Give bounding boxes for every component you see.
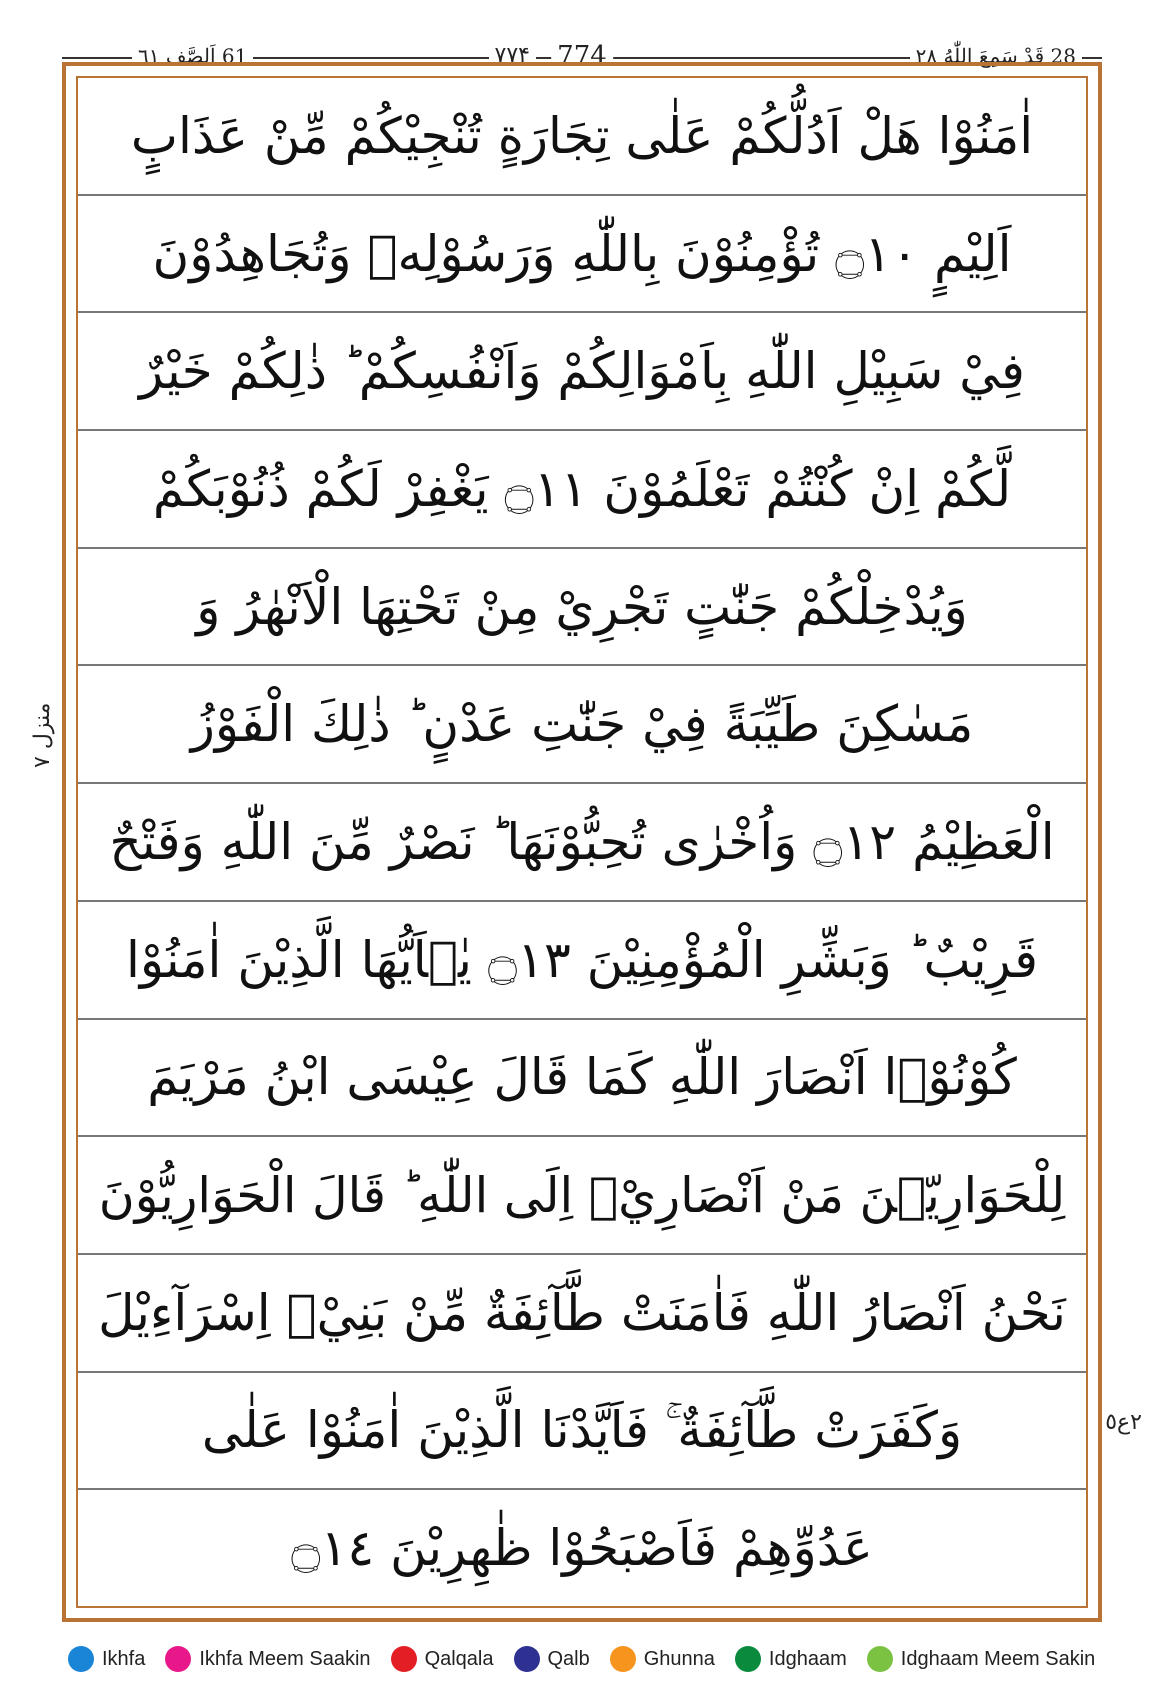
legend-item-ikhfa <box>68 1646 145 1672</box>
qalb-color-dot <box>514 1646 540 1672</box>
verse-text: اَلِيْمٍ ۝١٠ تُؤْمِنُوْنَ بِاللّٰهِ وَرَسُوْلِهٖ وَتُجَاهِدُوْنَ <box>152 224 1012 283</box>
verse-text: الْعَظِيْمُ ۝١٢ وَاُخْرٰى تُحِبُّوْنَهَا ؕ نَصْرٌ مِّنَ اللّٰهِ وَفَتْحٌ <box>109 812 1055 871</box>
ikhfa-color-dot <box>68 1646 94 1672</box>
verse-text: قَرِيْبٌ ؕ وَبَشِّرِ الْمُؤْمِنِيْنَ ۝١٣ يٰۤاَيُّهَا الَّذِيْنَ اٰمَنُوْا <box>125 930 1039 989</box>
legend-item-ghunna <box>610 1646 715 1672</box>
verse-line <box>78 1373 1086 1491</box>
verse-line <box>78 313 1086 431</box>
verse-line <box>78 1020 1086 1138</box>
verse-text: كُوْنُوْۤا اَنْصَارَ اللّٰهِ كَمَا قَالَ عِيْسَى ابْنُ مَرْيَمَ <box>147 1048 1017 1107</box>
legend-label: Qalqala <box>424 1647 494 1670</box>
verse-line <box>78 78 1086 196</box>
ruku-marker: ٢ع٥ <box>1105 1410 1142 1435</box>
manzil-label: منزل ٧ <box>30 702 55 768</box>
verse-line <box>78 1490 1086 1606</box>
legend-label: Ikhfa Meem Saakin <box>199 1647 371 1670</box>
legend-label: Idghaam Meem Sakin <box>900 1647 1096 1670</box>
verse-text: اٰمَنُوْا هَلْ اَدُلُّكُمْ عَلٰى تِجَارَةٍ تُنْجِيْكُمْ مِّنْ عَذَابٍ <box>130 106 1034 165</box>
tajweed-legend <box>68 1642 1118 1676</box>
qalqala-color-dot <box>391 1646 417 1672</box>
verse-line <box>78 1137 1086 1255</box>
verse-text: وَكَفَرَتْ طَّآئِفَةٌ ۚ فَاَيَّدْنَا الَّذِيْنَ اٰمَنُوْا عَلٰى <box>201 1400 963 1459</box>
page-number-urdu: ٧٧۴ <box>489 38 536 74</box>
legend-label: Ikhfa <box>102 1647 146 1670</box>
legend-label: Idghaam <box>768 1647 847 1670</box>
verse-text: مَسٰكِنَ طَيِّبَةً فِيْ جَنّٰتِ عَدْنٍ ؕ ذٰلِكَ الْفَوْزُ <box>190 695 974 754</box>
verse-line <box>78 902 1086 1020</box>
verse-line <box>78 784 1086 902</box>
verse-text: فِيْ سَبِيْلِ اللّٰهِ بِاَمْوَالِكُمْ وَاَنْفُسِكُمْ ؕ ذٰلِكُمْ خَيْرٌ <box>139 342 1025 401</box>
legend-item-qalb <box>514 1646 590 1672</box>
verse-text: عَدُوِّهِمْ فَاَصْبَحُوْا ظٰهِرِيْنَ ۝١٤ <box>291 1519 873 1578</box>
verse-text: لَّكُمْ اِنْ كُنْتُمْ تَعْلَمُوْنَ ۝١١ يَغْفِرْ لَكُمْ ذُنُوْبَكُمْ <box>152 459 1012 518</box>
verse-text: وَيُدْخِلْكُمْ جَنّٰتٍ تَجْرِيْ مِنْ تَحْتِهَا الْاَنْهٰرُ وَ <box>196 577 968 636</box>
verse-text: لِلْحَوَارِيّٖنَ مَنْ اَنْصَارِيْۤ اِلَى اللّٰهِ ؕ قَالَ الْحَوَارِيُّوْنَ <box>98 1166 1066 1224</box>
juz-label: 28 قَدْ سَمِعَ اللّٰهُ ٢٨ <box>910 38 1082 74</box>
verse-text: نَحْنُ اَنْصَارُ اللّٰهِ فَاٰمَنَتْ طَّآئِفَةٌ مِّنْ بَنِيْۤ اِسْرَآءِيْلَ <box>98 1283 1066 1342</box>
idghaam-meem-sakin-color-dot <box>867 1646 893 1672</box>
legend-item-idghaam-meem-sakin <box>867 1646 1096 1672</box>
verse-line <box>78 666 1086 784</box>
surah-label: 61 اَلصَّف ٦١ <box>132 38 253 74</box>
page-frame <box>62 62 1102 1622</box>
legend-label: Ghunna <box>643 1647 715 1670</box>
verse-line <box>78 196 1086 314</box>
page-number: 774 <box>551 38 613 74</box>
legend-item-idghaam <box>735 1646 847 1672</box>
verse-line <box>78 431 1086 549</box>
verse-lines <box>78 78 1086 1606</box>
legend-item-ikhfa-meem-saakin <box>165 1646 370 1672</box>
verse-line <box>78 549 1086 667</box>
legend-label: Qalb <box>547 1647 590 1670</box>
ikhfa-meem-saakin-color-dot <box>165 1646 191 1672</box>
idghaam-color-dot <box>735 1646 761 1672</box>
verse-line <box>78 1255 1086 1373</box>
ghunna-color-dot <box>610 1646 636 1672</box>
legend-item-qalqala <box>391 1646 494 1672</box>
